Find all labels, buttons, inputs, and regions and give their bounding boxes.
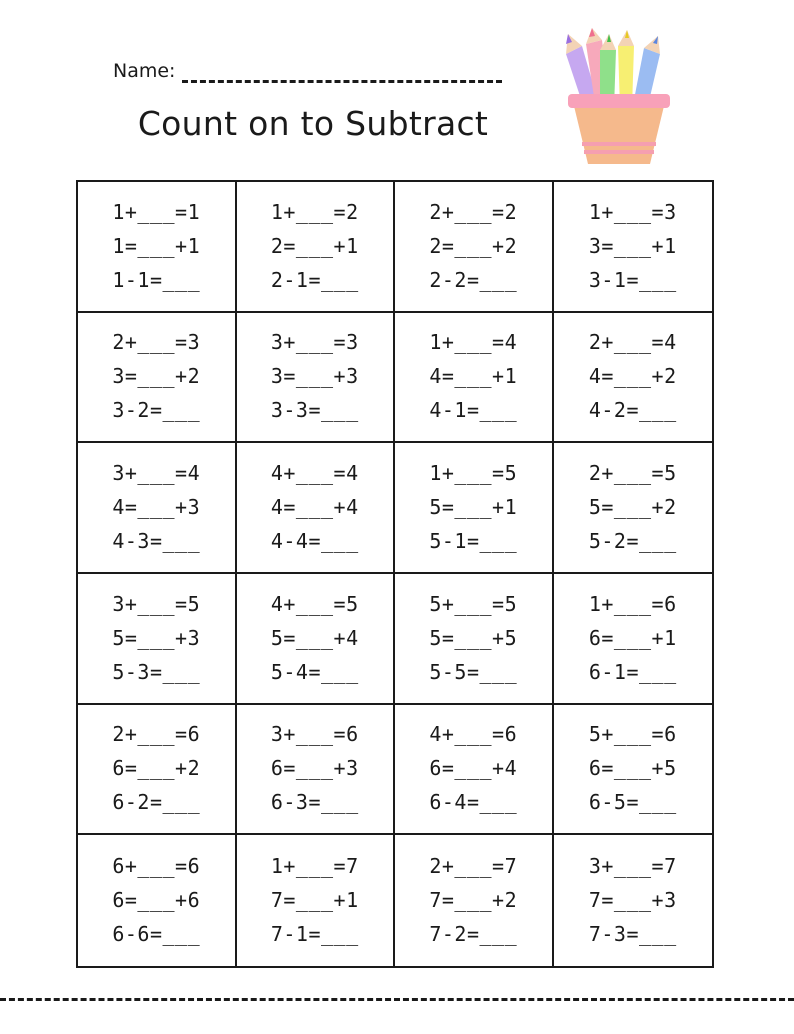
exercise-cell — [395, 313, 554, 444]
equation-line: 4=___+3 — [112, 495, 201, 520]
equation-line: 7-2=___ — [429, 922, 518, 947]
exercise-cell — [237, 574, 396, 705]
equation-line: 4-4=___ — [270, 529, 359, 554]
equation-line: 4-1=___ — [429, 398, 518, 423]
equation-line: 5=___+3 — [112, 625, 201, 650]
equation-line: 3+___=6 — [270, 722, 359, 747]
equation-line: 4-3=___ — [112, 529, 201, 554]
equation-line: 1+___=5 — [429, 461, 518, 486]
equation-line: 3=___+2 — [112, 364, 201, 389]
equation-line: 6-4=___ — [429, 790, 518, 815]
equation-line: 2+___=3 — [112, 330, 201, 355]
equation-line: 5-4=___ — [270, 659, 359, 684]
equation-line: 5-2=___ — [588, 529, 677, 554]
equation-line: 6+___=6 — [112, 854, 201, 879]
equation-line: 3+___=4 — [112, 461, 201, 486]
equation-line: 5-1=___ — [429, 529, 518, 554]
equation-line: 2+___=5 — [588, 461, 677, 486]
exercise-cell — [554, 313, 713, 444]
equation-line: 6-6=___ — [112, 922, 201, 947]
equation-line: 6=___+1 — [588, 625, 677, 650]
equation-line: 2+___=6 — [112, 722, 201, 747]
equation-line: 1-1=___ — [112, 267, 201, 292]
exercise-cell — [78, 705, 237, 836]
equation-line: 2-1=___ — [270, 267, 359, 292]
pencil-cup-icon — [556, 24, 676, 169]
equation-line: 3=___+1 — [588, 233, 677, 258]
equation-line: 3+___=7 — [588, 854, 677, 879]
equation-line: 1+___=1 — [112, 199, 201, 224]
equation-line: 1+___=4 — [429, 330, 518, 355]
equation-line: 2=___+1 — [270, 233, 359, 258]
equation-line: 2+___=4 — [588, 330, 677, 355]
equation-line: 7-1=___ — [270, 922, 359, 947]
exercise-cell — [395, 574, 554, 705]
exercise-cell — [237, 705, 396, 836]
equation-line: 2+___=7 — [429, 854, 518, 879]
worksheet-title: Count on to Subtract — [137, 104, 489, 143]
equation-line: 7=___+1 — [270, 888, 359, 913]
equation-line: 2=___+2 — [429, 233, 518, 258]
equation-line: 5=___+4 — [270, 625, 359, 650]
equation-line: 4-2=___ — [588, 398, 677, 423]
equation-line: 5-5=___ — [429, 659, 518, 684]
equation-line: 5=___+5 — [429, 625, 518, 650]
equation-line: 6=___+2 — [112, 756, 201, 781]
equation-line: 6-5=___ — [588, 790, 677, 815]
equation-line: 6=___+5 — [588, 756, 677, 781]
equation-line: 6=___+6 — [112, 888, 201, 913]
name-label: Name: — [113, 60, 176, 82]
equation-line: 1=___+1 — [112, 233, 201, 258]
exercise-cell — [237, 182, 396, 313]
exercise-cell — [395, 705, 554, 836]
equation-line: 1+___=2 — [270, 199, 359, 224]
equation-line: 2+___=2 — [429, 199, 518, 224]
exercise-cell — [395, 182, 554, 313]
equation-line: 6-3=___ — [270, 790, 359, 815]
equation-line: 4=___+2 — [588, 364, 677, 389]
exercise-cell — [554, 443, 713, 574]
equation-line: 1+___=7 — [270, 854, 359, 879]
exercise-cell — [237, 313, 396, 444]
equation-line: 7=___+2 — [429, 888, 518, 913]
name-field-line[interactable] — [182, 80, 502, 83]
exercise-cell — [554, 705, 713, 836]
exercise-cell — [395, 443, 554, 574]
equation-line: 3-2=___ — [112, 398, 201, 423]
equation-line: 5-3=___ — [112, 659, 201, 684]
equation-line: 4=___+1 — [429, 364, 518, 389]
exercise-cell — [554, 574, 713, 705]
exercise-cell — [78, 313, 237, 444]
equation-line: 6-2=___ — [112, 790, 201, 815]
exercise-cell — [554, 182, 713, 313]
equation-line: 3=___+3 — [270, 364, 359, 389]
equation-line: 5+___=6 — [588, 722, 677, 747]
equation-line: 4+___=4 — [270, 461, 359, 486]
equation-line: 6=___+4 — [429, 756, 518, 781]
exercise-cell — [395, 835, 554, 966]
exercise-cell — [554, 835, 713, 966]
equation-line: 3+___=3 — [270, 330, 359, 355]
equation-line: 3-3=___ — [270, 398, 359, 423]
exercise-grid — [76, 180, 714, 968]
exercise-cell — [237, 443, 396, 574]
equation-line: 5+___=5 — [429, 591, 518, 616]
exercise-cell — [78, 443, 237, 574]
equation-line: 5=___+1 — [429, 495, 518, 520]
exercise-cell — [237, 835, 396, 966]
equation-line: 2-2=___ — [429, 267, 518, 292]
equation-line: 6=___+3 — [270, 756, 359, 781]
equation-line: 7=___+3 — [588, 888, 677, 913]
exercise-cell — [78, 574, 237, 705]
equation-line: 6-1=___ — [588, 659, 677, 684]
equation-line: 3-1=___ — [588, 267, 677, 292]
equation-line: 4+___=6 — [429, 722, 518, 747]
equation-line: 4+___=5 — [270, 591, 359, 616]
equation-line: 1+___=3 — [588, 199, 677, 224]
equation-line: 3+___=5 — [112, 591, 201, 616]
exercise-cell — [78, 835, 237, 966]
equation-line: 7-3=___ — [588, 922, 677, 947]
equation-line: 5=___+2 — [588, 495, 677, 520]
equation-line: 1+___=6 — [588, 591, 677, 616]
equation-line: 4=___+4 — [270, 495, 359, 520]
exercise-cell — [78, 182, 237, 313]
cut-line — [0, 998, 794, 1001]
